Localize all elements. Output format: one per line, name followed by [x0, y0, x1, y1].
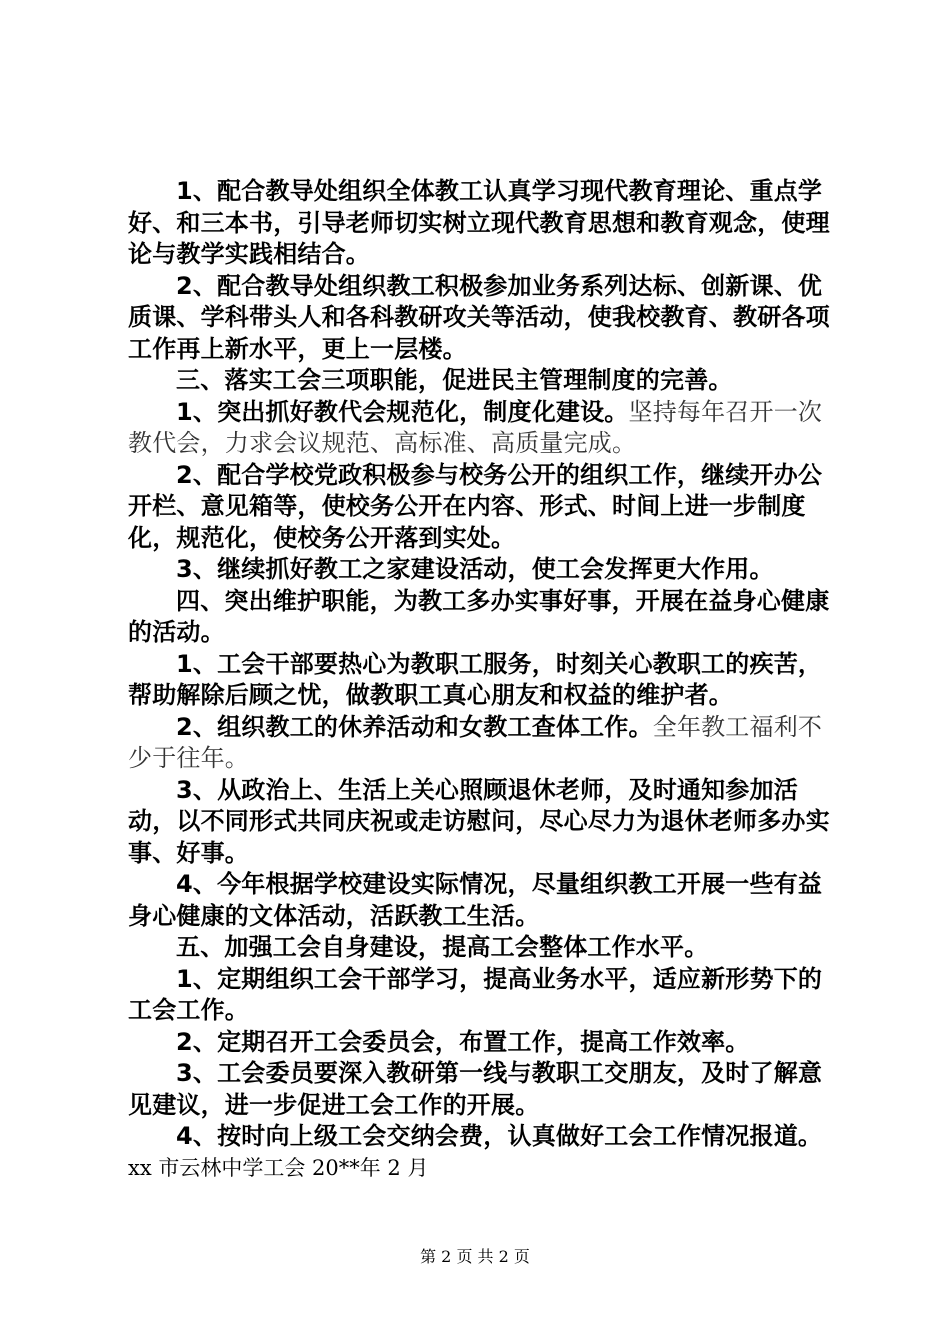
section-heading: 三、落实工会三项职能，促进民主管理制度的完善。: [176, 366, 733, 394]
paragraph: 4、按时向上级工会交纳会费，认真做好工会工作情况报道。: [176, 1122, 823, 1150]
paragraph: 4、今年根据学校建设实际情况，尽量组织教工开展一些有益身心健康的文体活动，活跃教工生活。: [128, 870, 823, 930]
paragraph: 1、工会干部要热心为教职工服务，时刻关心教职工的疾苦，帮助解除后顾之忧，做教职工真心朋友和权益的维护者。: [128, 649, 823, 709]
document-body: [128, 176, 840, 1184]
section-heading: 五、加强工会自身建设，提高工会整体工作水平。: [176, 933, 709, 961]
paragraph-extra-text: 坚持每年召开一次教代会，力求会议规范、高标准、高质量完成。: [128, 397, 823, 457]
paragraph: 3、继续抓好教工之家建设活动，使工会发挥更大作用。: [176, 555, 774, 583]
paragraph: 2、配合教导处组织教工积极参加业务系列达标、创新课、优质课、学科带头人和各科教研攻关等活动，使我校教育、教研各项工作再上新水平，更上一层楼。: [128, 271, 830, 363]
paragraph: 1、配合教导处组织全体教工认真学习现代教育理论、重点学好、和三本书，引导老师切实树立现代教育思想和教育观念，使理论与教学实践相结合。: [128, 177, 830, 268]
paragraph: 2、组织教工的休养活动和女教工查体工作。全年教工福利不少于往年。: [128, 712, 823, 772]
page-footer: 第 2 页 共 2 页: [420, 1247, 530, 1266]
paragraph: 2、定期召开工会委员会，布置工作，提高工作效率。: [176, 1027, 750, 1056]
paragraph: 1、定期组织工会干部学习，提高业务水平，适应新形势下的工会工作。: [128, 964, 823, 1024]
paragraph: 2、配合学校党政积极参与校务公开的组织工作，继续开办公开栏、意见箱等，使校务公开在内容、形式、时间上进一步制度化，规范化，使校务公开落到实处。: [128, 460, 823, 552]
paragraph: 3、工会委员要深入教研第一线与教职工交朋友，及时了解意见建议，进一步促进工会工作的开展。: [128, 1059, 823, 1119]
section-heading: 四、突出维护职能，为教工多办实事好事，开展在益身心健康的活动。: [128, 586, 830, 646]
signature-line: xx 市云林中学工会 20**年 2 月: [128, 1155, 429, 1180]
paragraph-extra-text: 全年教工福利不少于往年。: [128, 712, 823, 772]
paragraph: 1、突出抓好教代会规范化，制度化建设。坚持每年召开一次教代会，力求会议规范、高标准、高质量完成。: [128, 397, 823, 457]
paragraph: 3、从政治上、生活上关心照顾退休老师，及时通知参加活动，以不同形式共同庆祝或走访慰问，尽心尽力为退休老师多办实事、好事。: [128, 775, 830, 867]
